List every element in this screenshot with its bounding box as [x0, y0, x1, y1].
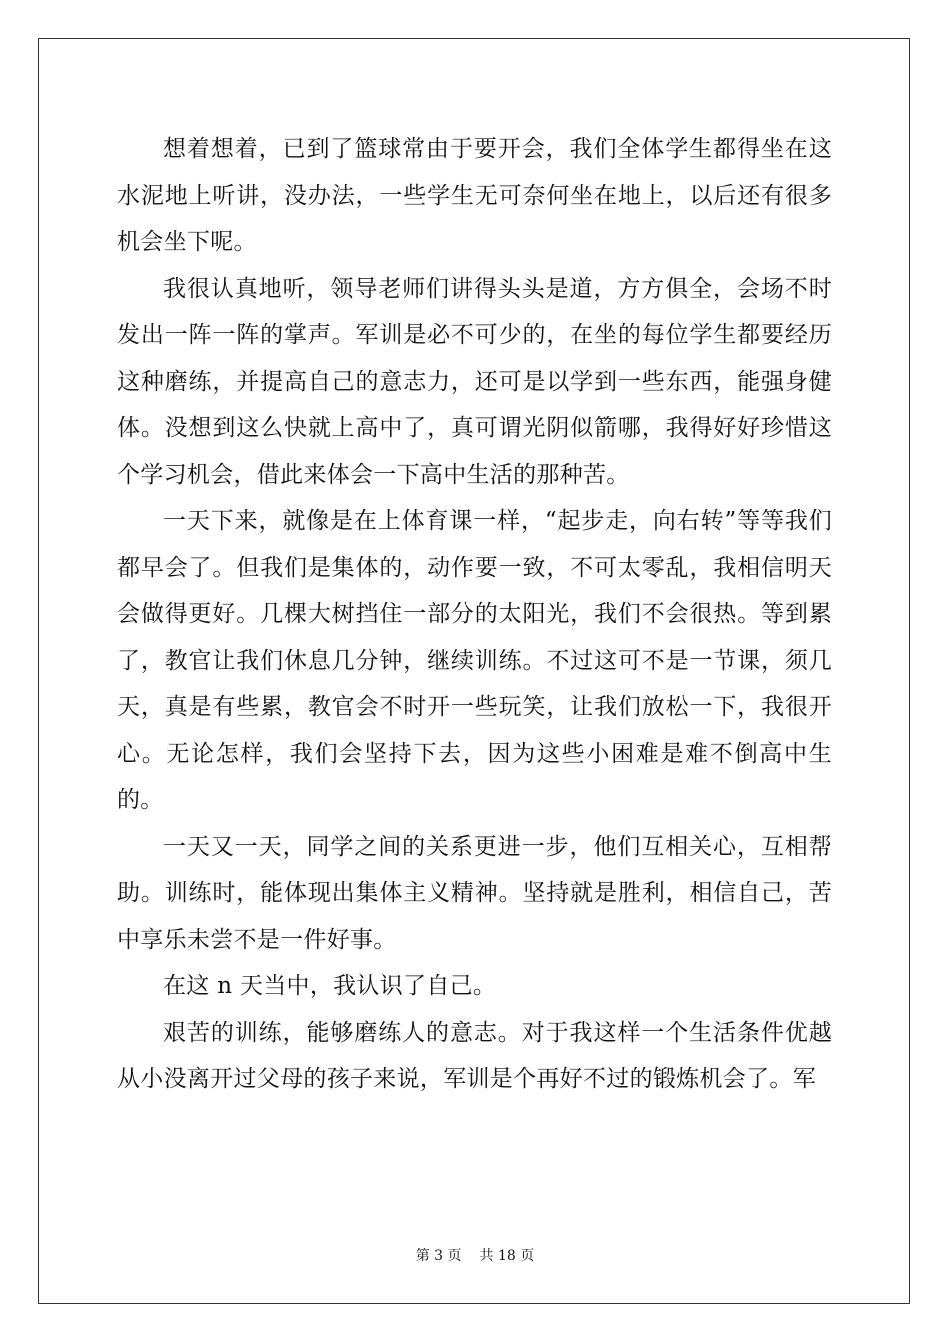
paragraph-6: 艰苦的训练，能够磨练人的意志。对于我这样一个生活条件优越从小没离开过父母的孩子来说，军训是个再好不过的锻炼机会了。军	[117, 1019, 832, 1092]
document-body	[117, 126, 832, 1103]
paragraph-5: 在这 n 天当中，我认识了自己。	[163, 973, 497, 999]
paragraph-1: 想着想着，已到了篮球常由于要开会，我们全体学生都得坐在这水泥地上听讲，没办法，一些学生无可奈何坐在地上，以后还有很多机会坐下呢。	[117, 136, 832, 255]
page-number-current: 第 3 页	[415, 1248, 462, 1264]
page-footer	[0, 1247, 950, 1265]
paragraph-3: 一天下来，就像是在上体育课一样，“起步走，向右转”等等我们都早会了。但我们是集体的，动作要一致，不可太零乱，我相信明天会做得更好。几棵大树挡住一部分的太阳光，我们不会很热。等到累了，教官让我们休息几分钟，继续训练。不过这可不是一节课，须几天，真是有些累，教官会不时开一些玩笑，让我们放松一下，我很开心。无论怎样，我们会坚持下去，因为这些小困难是难不倒高中生的。	[117, 508, 832, 813]
page-number-total: 共 18 页	[479, 1248, 535, 1264]
paragraph-2: 我很认真地听，领导老师们讲得头头是道，方方俱全，会场不时发出一阵一阵的掌声。军训是必不可少的，在坐的每位学生都要经历这种磨练，并提高自己的意志力，还可是以学到一些东西，能强身健体。没想到这么快就上高中了，真可谓光阴似箭哪，我得好好珍惜这个学习机会，借此来体会一下高中生活的那种苦。	[117, 275, 832, 488]
paragraph-4: 一天又一天，同学之间的关系更进一步，他们互相关心，互相帮助。训练时，能体现出集体主义精神。坚持就是胜利，相信自己，苦中享乐未尝不是一件好事。	[117, 833, 832, 953]
